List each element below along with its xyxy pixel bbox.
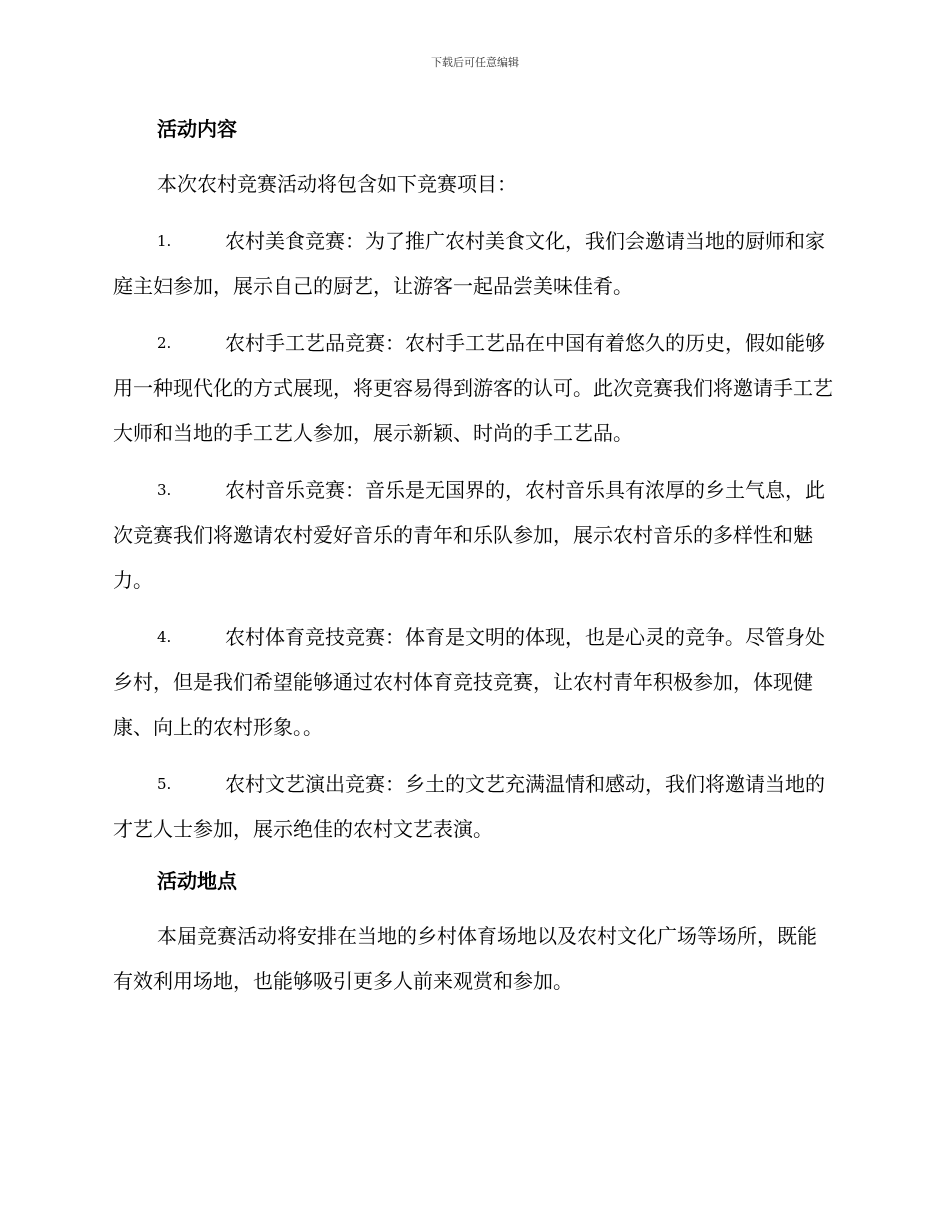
header-note: 下载后可任意编辑 xyxy=(431,56,519,69)
location-paragraph: 本届竞赛活动将安排在当地的乡村体育场地以及农村文化广场等场所，既能有效利用场地，也能够吸引更多人前来观赏和参加。 xyxy=(113,924,817,993)
list-item-number: 1. xyxy=(157,232,172,250)
list-item-number: 2. xyxy=(157,334,172,352)
list-item xyxy=(113,762,835,852)
list-item xyxy=(113,615,835,750)
list-item-text: 农村文艺演出竞赛：乡土的文艺充满温情和感动，我们将邀请当地的才艺人士参加，展示绝佳的农村文艺表演。 xyxy=(113,772,825,841)
section-heading-content: 活动内容 xyxy=(157,117,237,141)
content-intro-paragraph: 本次农村竞赛活动将包含如下竞赛项目： xyxy=(157,172,517,196)
list-item xyxy=(113,321,835,456)
list-item-text: 农村手工艺品竞赛：农村手工艺品在中国有着悠久的历史，假如能够用一种现代化的方式展现，将更容易得到游客的认可。此次竞赛我们将邀请手工艺大师和当地的手工艺人参加，展示新颖、时尚的手工艺品。 xyxy=(113,331,833,445)
document-body xyxy=(113,112,835,1004)
list-item-number: 5. xyxy=(157,775,172,793)
section-heading-location: 活动地点 xyxy=(157,869,237,893)
list-item xyxy=(113,219,835,309)
list-item-number: 3. xyxy=(157,481,172,499)
list-item-text: 农村体育竞技竞赛：体育是文明的体现，也是心灵的竞争。尽管身处乡村，但是我们希望能够通过农村体育竞技竞赛，让农村青年积极参加，体现健康、向上的农村形象。。 xyxy=(113,625,825,739)
list-item-text: 农村美食竞赛：为了推广农村美食文化，我们会邀请当地的厨师和家庭主妇参加，展示自己的厨艺，让游客一起品尝美味佳肴。 xyxy=(113,229,825,298)
list-item-text: 农村音乐竞赛：音乐是无国界的，农村音乐具有浓厚的乡土气息，此次竞赛我们将邀请农村爱好音乐的青年和乐队参加，展示农村音乐的多样性和魅力。 xyxy=(113,478,825,592)
list-item-number: 4. xyxy=(157,628,172,646)
list-item xyxy=(113,468,835,603)
